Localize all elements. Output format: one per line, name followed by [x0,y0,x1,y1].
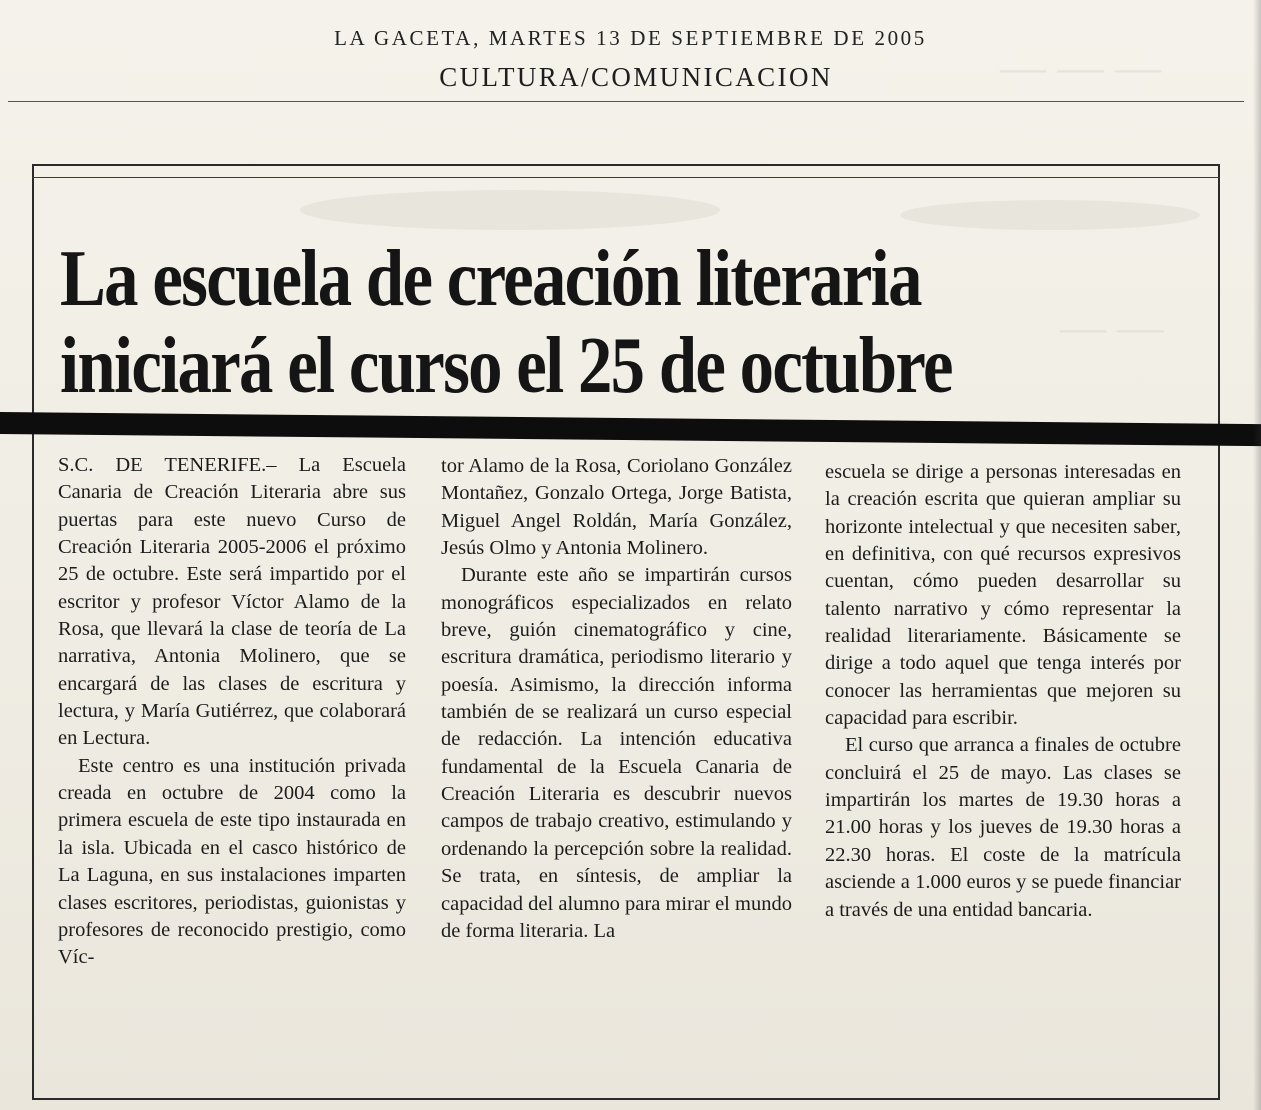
frame-top-rule [32,177,1220,178]
newspaper-date-line: LA GACETA, MARTES 13 DE SEPTIEMBRE DE 2005 [334,26,927,50]
column-2-paragraph-2: Durante este año se impartirán cursos monográficos especializados en relato breve, guión cinematográfico y cine, escritura dramática, periodismo literario y poesía. Asimismo, la dirección informa también de se realizará un curso especial de redacción. La intención educativa fundamental de la Escuela Canaria de Creación Literaria es descubrir nuevos campos de trabajo creativo, estimulando y ordenando la percepción sobre la realidad. Se trata, en síntesis, de ampliar la capacidad del alumno para mirar el mundo de forma literaria. La [441,564,792,942]
article-headline [60,236,1220,410]
bleed-through-mark: — — [1060,301,1164,352]
bleed-through-mark: — — — [1000,41,1161,92]
column-3-paragraph-1: escuela se dirige a personas interesadas en la creación escrita que quieran ampliar su horizonte intelectual y que necesiten saber, en definitiva, con qué recursos expresivos cuentan, cómo pueden desarrollar su talento narrativo y cómo representar la realidad literariamente. Básicamente se dirige a todo aquel que tenga interés por conocer las herramientas que mejoren su capacidad para escribir. [825,461,1181,730]
column-1-paragraph-2: Este centro es una institución privada creada en octubre de 2004 como la primera escuela de este tipo instaurada en la isla. Ubicada en el casco histórico de La Laguna, en sus instalaciones imparten clases escritores, periodistas, guionistas y profesores de reconocido prestigio, como Víc- [58,754,406,969]
article-column-1 [58,452,406,972]
column-2-paragraph-1: tor Alamo de la Rosa, Coriolano González Montañez, Gonzalo Ortega, Jorge Batista, Miguel Angel Roldán, María González, Jesús Olmo y Antonia Molinero. [441,455,792,560]
scan-edge-shadow [1253,0,1261,1110]
column-1-paragraph-1: S.C. DE TENERIFE.– La Escuela Canaria de Creación Literaria abre sus puertas para este nuevo Curso de Creación Literaria 2005-2006 el próximo 25 de octubre. Este será impartido por el escritor y profesor Víctor Alamo de la Rosa, que llevará la clase de teoría de La narrativa, Antonia Molinero, que se encargará de las clases de escritura y lectura, y María Gutiérrez, que colaborará en Lectura. [58,454,406,750]
header-divider [8,101,1244,102]
headline-line-1: La escuela de creación literaria [60,235,921,323]
article-column-3 [825,459,1181,924]
section-title: CULTURA/COMUNICACION [439,62,833,92]
column-3-paragraph-2: El curso que arranca a finales de octubre concluirá el 25 de mayo. Las clases se impartirán los martes de 19.30 horas a 21.00 horas y los jueves de 19.30 horas a 22.30 horas. El coste de la matrícula asciende a 1.000 euros y se puede financiar a través de una entidad bancaria. [825,734,1181,921]
headline-line-2: iniciará el curso el 25 de octubre [60,322,952,410]
article-column-2 [441,453,792,945]
